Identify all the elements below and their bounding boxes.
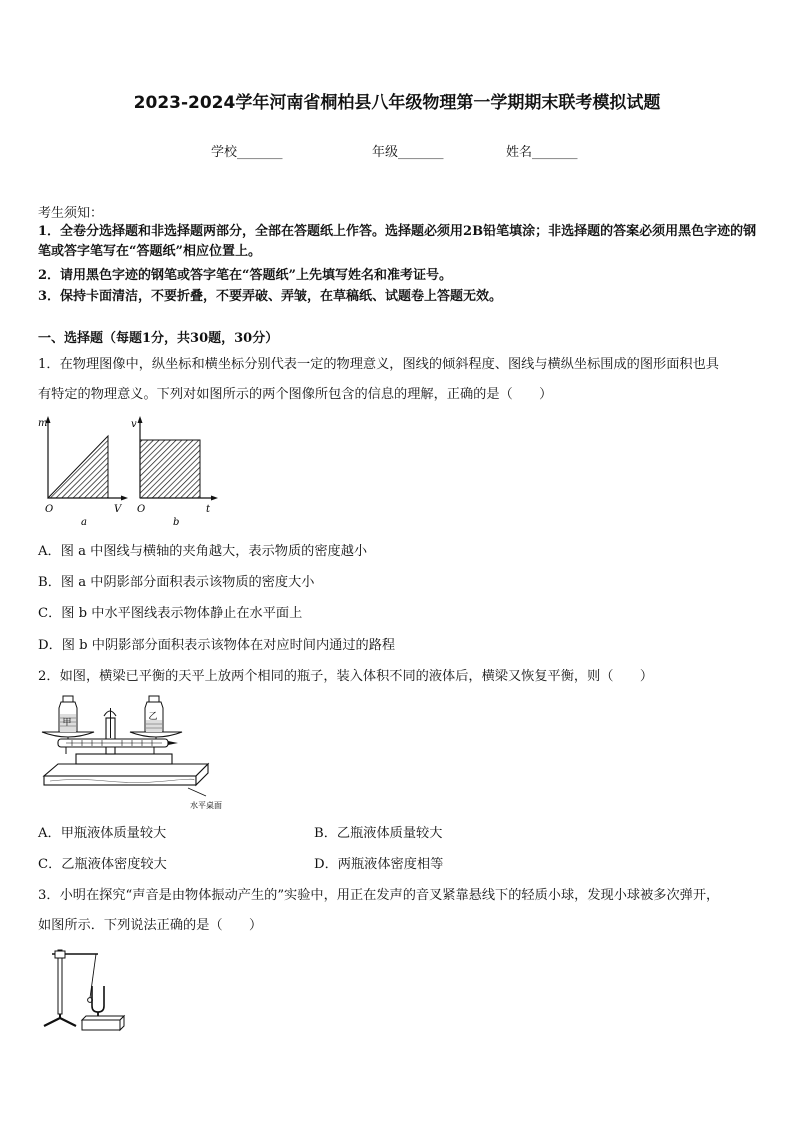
bottle-right-label: 乙: [148, 712, 158, 722]
graph-a: [38, 416, 128, 528]
graph-b-xlabel: t: [206, 504, 211, 515]
page-title: 2023-2024学年河南省桐柏县八年级物理第一学期期末联考模拟试题: [133, 93, 661, 113]
q3-stem-line1: 3．小明在探究“声音是由物体振动产生的”实验中，用正在发声的音叉紧靠悬线下的轻质小球，发现小球被多次弹开，: [38, 888, 720, 903]
grade-field: 年级_______: [372, 145, 444, 160]
q2-option-c: C．乙瓶液体密度较大: [38, 857, 167, 872]
graph-b-ylabel: v: [131, 419, 137, 430]
graph-a-caption: a: [81, 517, 87, 528]
graph-a-xlabel: V: [114, 504, 122, 515]
q3-stem-line2: 如图所示．下列说法正确的是（ ）: [38, 918, 263, 933]
graph-b-origin: O: [137, 504, 146, 515]
graph-a-ylabel: m: [38, 418, 48, 429]
q2-stem: 2．如图，横梁已平衡的天平上放两个相同的瓶子，装入体积不同的液体后，横梁又恢复平衡，则（ ）: [38, 669, 654, 684]
q1-stem-line2: 有特定的物理意义。下列对如图所示的两个图像所包含的信息的理解，正确的是（ ）: [38, 387, 553, 402]
q1-stem-line1: 1．在物理图像中，纵坐标和横坐标分别代表一定的物理意义，图线的倾斜程度、图线与横纵坐标围成的图形面积也具: [38, 357, 719, 372]
surface-label: 水平桌面: [190, 801, 222, 810]
q3-tuning-fork-figure: [38, 942, 138, 1034]
q2-option-b: B．乙瓶液体质量较大: [314, 826, 443, 841]
notice-heading: 考生须知：: [38, 206, 104, 221]
bottle-left-label: 甲: [62, 718, 72, 728]
q2-option-a: A．甲瓶液体质量较大: [38, 826, 167, 841]
q2-balance-figure: [36, 692, 256, 814]
school-field: 学校_______: [211, 145, 283, 160]
graph-b: [131, 416, 218, 528]
q2-option-d: D．两瓶液体密度相等: [314, 857, 444, 872]
q1-graphs-figure: [34, 412, 224, 530]
notice-item-1: 1．全卷分选择题和非选择题两部分，全部在答题纸上作答。选择题必须用2B铅笔填涂；非选择题的答案必须用黑色字迹的钢笔或答字笔写在“答题纸”相应位置上。: [38, 224, 757, 259]
notice-item-3: 3．保持卡面清洁，不要折叠，不要弄破、弄皱，在草稿纸、试题卷上答题无效。: [38, 289, 503, 304]
student-info-row: [0, 141, 794, 161]
q1-option-c: C．图 b 中水平图线表示物体静止在水平面上: [38, 606, 303, 621]
section-heading: 一、选择题（每题1分，共30题，30分）: [38, 331, 279, 346]
name-field: 姓名_______: [506, 145, 578, 160]
q1-option-b: B．图 a 中阴影部分面积表示该物质的密度大小: [38, 575, 315, 590]
graph-b-caption: b: [173, 517, 180, 528]
notice-item-2: 2．请用黑色字迹的钢笔或答字笔在“答题纸”上先填写姓名和准考证号。: [38, 268, 453, 283]
graph-a-origin: O: [45, 504, 54, 515]
q1-option-d: D．图 b 中阴影部分面积表示该物体在对应时间内通过的路程: [38, 638, 396, 653]
q1-option-a: A．图 a 中图线与横轴的夹角越大，表示物质的密度越小: [38, 544, 368, 559]
